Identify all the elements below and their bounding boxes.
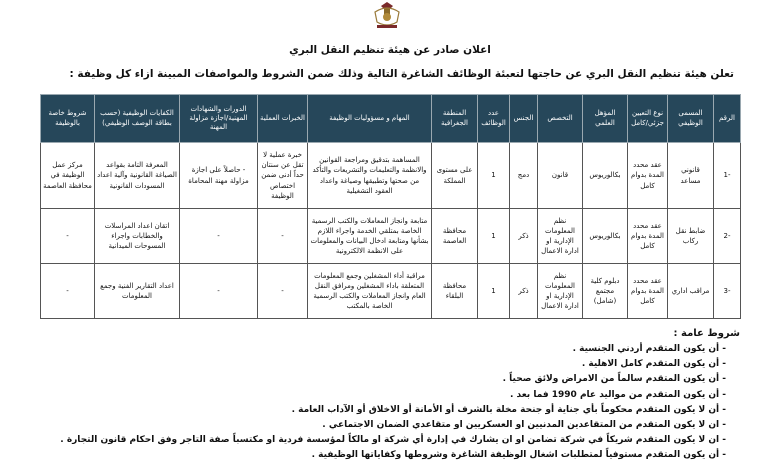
list-item: - أن يكون المتقدم كامل الاهلية . <box>50 357 726 372</box>
cell-number: -3 <box>714 264 741 319</box>
list-item: - أن يكون المتقدم من مواليد عام 1990 فما بعد . <box>50 388 726 403</box>
cell-courses: - <box>180 209 258 264</box>
table-row <box>41 264 741 319</box>
table-row <box>41 209 741 264</box>
list-item: - أن لا يكون المتقدم محكوماً بأي جناية أو جنحة مخلة بالشرف أو الأمانة أو الاخلاق أو الآداب العامة . <box>50 403 726 418</box>
general-conditions-title: شروط عامة : <box>673 328 740 339</box>
cell-special-conditions: - <box>41 264 95 319</box>
cell-appointment-type: عقد محدد المدة بدوام كامل <box>628 209 668 264</box>
cell-job-title: قانوني مساعد <box>668 143 714 209</box>
announcement-intro: تعلن هيئة تنظيم النقل البري عن حاجتها لتعبئة الوظائف الشاغرة التالية وذلك ضمن الشروط والمواصفات المبينة ازاء كل وظيفة : <box>69 68 734 80</box>
list-item: - ان لا يكون المتقدم شريكاً في شركة تضامن او ان يشارك في إدارة أي شركة او مالكاً لمؤسسة فردية او مكتسباً صفة التاجر وفق احكام قانون التجارة . <box>50 433 726 448</box>
cell-qualification: بكالوريوس <box>583 209 628 264</box>
cell-special-conditions: - <box>41 209 95 264</box>
col-header-qualification: المؤهل العلمي <box>583 95 628 143</box>
col-header-competencies: الكفايات الوظيفية (حسب بطاقة الوصف الوظيفي) <box>95 95 180 143</box>
col-header-duties: المهام و مسؤوليات الوظيفة <box>308 95 432 143</box>
col-header-experience: الخبرات العملية <box>258 95 308 143</box>
cell-job-title: ضابط نقل ركاب <box>668 209 714 264</box>
table-row <box>41 143 741 209</box>
cell-duties: المساهمة بتدقيق ومراجعة القوانين والانظمة والتعليمات والتشريعات والتأكد من صحتها وتطبيقها وصياغة واعداد العقود التشغيلية <box>308 143 432 209</box>
cell-vacancies-count: 1 <box>478 264 510 319</box>
col-header-gender: الجنس <box>510 95 538 143</box>
cell-gender: دمج <box>510 143 538 209</box>
cell-experience: - <box>258 264 308 319</box>
col-header-special-conditions: شروط خاصة بالوظيفة <box>41 95 95 143</box>
cell-duties: متابعة وانجاز المعاملات والكتب الرسمية الخاصة بمتلقي الخدمة واجراء اللازم بشأنها ومتابعة ادخال البيانات والمعلومات على الانظمة الالكترونية <box>308 209 432 264</box>
jordan-emblem-icon <box>367 2 407 30</box>
list-item: - أن يكون المتقدم مستوفياً لمتطلبات اشغال الوظيفة الشاغرة وشروطها وكفاياتها الوظيفية . <box>50 448 726 463</box>
col-header-region: المنطقة الجغرافية <box>432 95 478 143</box>
cell-courses: - حاصلاً على اجازة مزاولة مهنة المحاماة <box>180 143 258 209</box>
cell-number: -1 <box>714 143 741 209</box>
cell-experience: - <box>258 209 308 264</box>
cell-competencies: المعرفة التامة بقواعد الصياغة القانونية وآلية اعداد المسودات القانونية <box>95 143 180 209</box>
list-item: - أن يكون المتقدم سالماً من الامراض ولائق صحياً . <box>50 372 726 387</box>
cell-appointment-type: عقد محدد المدة بدوام كامل <box>628 264 668 319</box>
cell-vacancies-count: 1 <box>478 143 510 209</box>
general-conditions-list <box>50 342 740 464</box>
cell-region: على مستوى المملكة <box>432 143 478 209</box>
table-header-row <box>41 95 741 143</box>
general-conditions <box>50 328 740 464</box>
col-header-job-title: المسمى الوظيفي <box>668 95 714 143</box>
cell-gender: ذكر <box>510 264 538 319</box>
list-item: - ان لا يكون المتقدم من المتقاعدين المدنيين او العسكريين او متقاعدي الضمان الاجتماعي . <box>50 418 726 433</box>
col-header-specialization: التخصص <box>538 95 583 143</box>
cell-qualification: بكالوريوس <box>583 143 628 209</box>
col-header-appointment-type: نوع التعيين جزئي/كامل <box>628 95 668 143</box>
cell-region: محافظة العاصمة <box>432 209 478 264</box>
cell-appointment-type: عقد محدد المدة بدوام كامل <box>628 143 668 209</box>
cell-courses: - <box>180 264 258 319</box>
cell-qualification: دبلوم كلية مجتمع (شامل) <box>583 264 628 319</box>
cell-number: -2 <box>714 209 741 264</box>
vacancies-table <box>40 94 741 319</box>
cell-gender: ذكر <box>510 209 538 264</box>
col-header-courses: الدورات والشهادات المهنية/اجازة مزاولة المهنة <box>180 95 258 143</box>
cell-region: محافظة البلقاء <box>432 264 478 319</box>
cell-vacancies-count: 1 <box>478 209 510 264</box>
cell-duties: مراقبة أداء المشغلين وجمع المعلومات المتعلقة باداء المشغلين ومرافق النقل العام وانجاز المعاملات والكتب الرسمية الخاصة بالمكتب <box>308 264 432 319</box>
cell-competencies: اتقان اعداد المراسلات والخطابات واجراء المسوحات الميدانية <box>95 209 180 264</box>
cell-special-conditions: مركز عمل الوظيفة في محافظة العاصمة <box>41 143 95 209</box>
cell-job-title: مراقب اداري <box>668 264 714 319</box>
col-header-number: الرقم <box>714 95 741 143</box>
cell-specialization: قانون <box>538 143 583 209</box>
cell-specialization: نظم المعلومات الإدارية او ادارة الاعمال <box>538 209 583 264</box>
list-item: - أن يكون المتقدم أردني الجنسية . <box>50 342 726 357</box>
cell-specialization: نظم المعلومات الإدارية او ادارة الاعمال <box>538 264 583 319</box>
cell-competencies: اعداد التقارير الفنية وجمع المعلومات <box>95 264 180 319</box>
cell-experience: خبرة عملية لا تقل عن سنتان حداً أدنى ضمن اختصاص الوظيفة <box>258 143 308 209</box>
col-header-vacancies-count: عدد الوظائف <box>478 95 510 143</box>
announcement-title: اعلان صادر عن هيئة تنظيم النقل البري <box>289 44 491 56</box>
